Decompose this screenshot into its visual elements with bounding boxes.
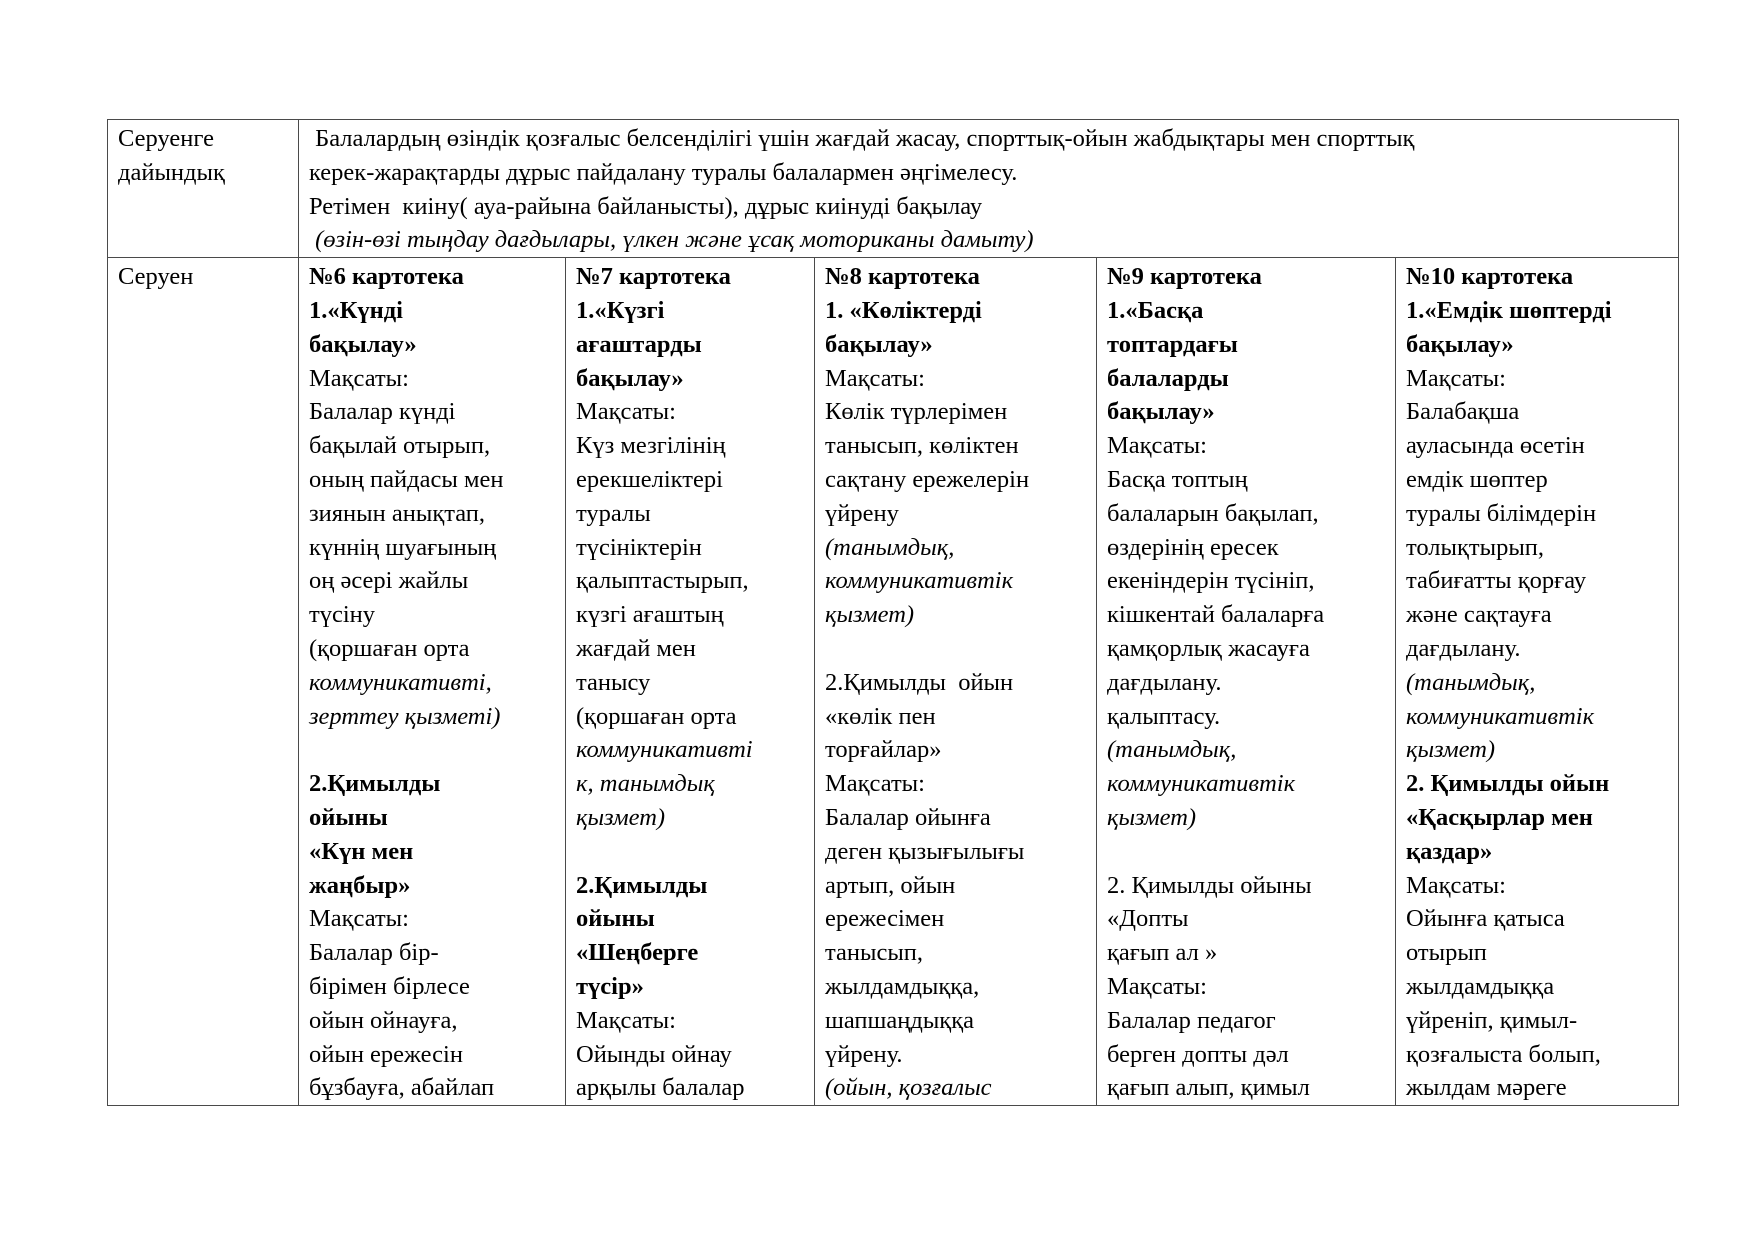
card-line: (танымдық, bbox=[1406, 668, 1536, 696]
card-line: Күз мезгілінің bbox=[576, 432, 726, 460]
card-line: түсініктерін bbox=[576, 533, 702, 561]
card-line: күзгі ағаштың bbox=[576, 601, 724, 629]
card-line: емдік шөптер bbox=[1406, 465, 1548, 493]
card-line: үйрену bbox=[825, 499, 899, 527]
table-row-walk bbox=[108, 258, 1679, 1106]
card-line: ойыны bbox=[309, 803, 388, 831]
card-line: қызмет) bbox=[576, 803, 666, 831]
card-line: зиянын анықтап, bbox=[309, 499, 486, 527]
card-line: дағдылану. bbox=[1406, 634, 1521, 662]
card-line: Балалар ойынға bbox=[825, 803, 991, 831]
card-line: кішкентай балаларға bbox=[1107, 601, 1325, 629]
prep-italic-line: (өзін-өзі тыңдау дағдылары, үлкен және ұсақ моториканы дамыту) bbox=[309, 226, 1034, 254]
card-line: қамқорлық жасауға bbox=[1107, 634, 1310, 662]
card-line: қалыптасу. bbox=[1107, 702, 1221, 730]
card-line: Балалар педагог bbox=[1107, 1006, 1276, 1034]
prep-label-cell bbox=[108, 120, 299, 258]
card-line: балаларды bbox=[1107, 364, 1229, 392]
card-heading: №10 картотека bbox=[1406, 263, 1574, 291]
card-line: танысу bbox=[576, 668, 651, 696]
card-cell-6 bbox=[299, 258, 566, 1106]
card-line: 1. «Көліктерді bbox=[825, 296, 982, 324]
card-line: Мақсаты: bbox=[825, 364, 925, 392]
card-line: ағаштарды bbox=[576, 330, 702, 358]
card-line: ауласында өсетін bbox=[1406, 432, 1585, 460]
card-line: деген қызығылығы bbox=[825, 837, 1025, 865]
card-line: ережесімен bbox=[825, 905, 945, 933]
card-heading: №7 картотека bbox=[576, 263, 731, 291]
card-line: 2.Қимылды ойын bbox=[825, 668, 1014, 696]
card-line: Мақсаты: bbox=[309, 905, 409, 933]
card-line: бұзбауға, абайлап bbox=[309, 1074, 495, 1102]
prep-line-3: Ретімен киіну( ауа-райына байланысты), дұрыс киінуді бақылау bbox=[309, 192, 983, 220]
card-cell-9 bbox=[1097, 258, 1396, 1106]
card-line: «Допты bbox=[1107, 905, 1189, 933]
card-cell-8 bbox=[815, 258, 1097, 1106]
card-line: берген допты дәл bbox=[1107, 1040, 1289, 1068]
card-line: дағдылану. bbox=[1107, 668, 1222, 696]
card-line: Мақсаты: bbox=[576, 398, 676, 426]
card-cell-10 bbox=[1396, 258, 1679, 1106]
schedule-table bbox=[107, 119, 1679, 1106]
prep-label-line-1: Серуенге bbox=[118, 125, 214, 152]
card-line: бақылау» bbox=[309, 330, 417, 358]
card-gap bbox=[1107, 835, 1387, 869]
card-line: Балалар бір- bbox=[309, 939, 439, 967]
card-line: қызмет) bbox=[1107, 803, 1197, 831]
card-line: өздерінің ересек bbox=[1107, 533, 1279, 561]
card-line: қозғалыста болып, bbox=[1406, 1040, 1601, 1068]
card-line: бірімен бірлесе bbox=[309, 972, 470, 1000]
card-line: Мақсаты: bbox=[576, 1006, 676, 1034]
card-cell-7 bbox=[566, 258, 815, 1106]
card-line: коммуникативтік bbox=[1107, 770, 1296, 798]
card-line: туралы білімдерін bbox=[1406, 499, 1597, 527]
card-line: ойын ойнауға, bbox=[309, 1006, 458, 1034]
card-line: оң әсері жайлы bbox=[309, 567, 469, 595]
card-line: артып, ойын bbox=[825, 871, 956, 899]
card-line: толықтырып, bbox=[1406, 533, 1545, 561]
card-line: (танымдық, bbox=[825, 533, 955, 561]
card-line: Ойынға қатыса bbox=[1406, 905, 1565, 933]
card-line: «Қасқырлар мен bbox=[1406, 803, 1593, 831]
card-line: 1.«Күнді bbox=[309, 296, 403, 324]
card-line: 1.«Басқа bbox=[1107, 296, 1204, 324]
card-line: түсір» bbox=[576, 972, 644, 1000]
card-heading: №6 картотека bbox=[309, 263, 464, 291]
card-line: жылдам мәреге bbox=[1406, 1074, 1567, 1102]
card-line: (танымдық, bbox=[1107, 736, 1237, 764]
card-line: 1.«Емдік шөптерді bbox=[1406, 296, 1612, 324]
card-line: танысып, bbox=[825, 939, 924, 967]
card-line: қызмет) bbox=[1406, 736, 1496, 764]
card-line: жылдамдыққа bbox=[1406, 972, 1555, 1000]
card-line: жағдай мен bbox=[576, 634, 696, 662]
walk-label: Серуен bbox=[118, 263, 194, 291]
card-gap bbox=[309, 733, 557, 767]
card-line: Басқа топтың bbox=[1107, 465, 1248, 493]
card-line: «Күн мен bbox=[309, 837, 414, 865]
card-line: 2.Қимылды bbox=[309, 770, 441, 798]
card-line: отырып bbox=[1406, 939, 1487, 967]
prep-label-line-2: дайындық bbox=[118, 158, 225, 186]
card-line: бақылау» bbox=[825, 330, 933, 358]
card-line: сақтану ережелерін bbox=[825, 465, 1030, 493]
card-line: балаларын бақылап, bbox=[1107, 499, 1319, 527]
card-line: екеніндерін түсініп, bbox=[1107, 567, 1315, 595]
card-line: Мақсаты: bbox=[309, 364, 409, 392]
card-line: коммуникативті, bbox=[309, 668, 492, 696]
card-line: қағып алып, қимыл bbox=[1107, 1074, 1310, 1102]
card-line: ойын ережесін bbox=[309, 1040, 463, 1068]
card-line: қаздар» bbox=[1406, 837, 1493, 865]
card-line: Мақсаты: bbox=[825, 770, 925, 798]
card-line: қағып ал » bbox=[1107, 939, 1218, 967]
card-heading: №9 картотека bbox=[1107, 263, 1262, 291]
card-line: және сақтауға bbox=[1406, 601, 1552, 629]
card-line: «көлік пен bbox=[825, 702, 936, 730]
card-line: табиғатты қорғау bbox=[1406, 567, 1587, 595]
card-line: Мақсаты: bbox=[1107, 432, 1207, 460]
card-line: (қоршаған орта bbox=[309, 634, 470, 662]
card-line: Балалар күнді bbox=[309, 398, 456, 426]
card-line: к, танымдық bbox=[576, 770, 715, 798]
card-line: топтардағы bbox=[1107, 330, 1238, 358]
walk-label-cell bbox=[108, 258, 299, 1106]
card-line: (қоршаған орта bbox=[576, 702, 737, 730]
card-line: күннің шуағының bbox=[309, 533, 497, 561]
card-line: шапшаңдыққа bbox=[825, 1006, 974, 1034]
card-line: ерекшеліктері bbox=[576, 465, 723, 493]
card-line: арқылы балалар bbox=[576, 1074, 745, 1102]
card-heading: №8 картотека bbox=[825, 263, 980, 291]
card-line: Мақсаты: bbox=[1107, 972, 1207, 1000]
card-line: 1.«Күзгі bbox=[576, 296, 665, 324]
card-line: коммуникативтік bbox=[825, 567, 1014, 595]
card-line: бақылау» bbox=[576, 364, 684, 392]
card-line: 2. Қимылды ойын bbox=[1406, 770, 1610, 798]
card-line: Мақсаты: bbox=[1406, 364, 1506, 392]
card-line: 2. Қимылды ойыны bbox=[1107, 871, 1312, 899]
card-line: оның пайдасы мен bbox=[309, 465, 504, 493]
card-line: «Шеңберге bbox=[576, 939, 699, 967]
card-line: торғайлар» bbox=[825, 736, 942, 764]
prep-line-2: керек-жарақтарды дұрыс пайдалану туралы балалармен әңгімелесу. bbox=[309, 158, 1018, 186]
card-line: қалыптастырып, bbox=[576, 567, 749, 595]
card-line: үйрену. bbox=[825, 1040, 903, 1068]
card-line: жылдамдыққа, bbox=[825, 972, 980, 1000]
table-row-prep bbox=[108, 120, 1679, 258]
card-line: бақылау» bbox=[1406, 330, 1514, 358]
card-gap bbox=[825, 632, 1088, 666]
card-line: коммуникативті bbox=[576, 736, 753, 764]
card-line: Ойынды ойнау bbox=[576, 1040, 732, 1068]
card-line: ойыны bbox=[576, 905, 655, 933]
card-gap bbox=[576, 835, 806, 869]
card-line: түсіну bbox=[309, 601, 375, 629]
card-line: танысып, көліктен bbox=[825, 432, 1019, 460]
card-line: (ойын, қозғалыс bbox=[825, 1074, 992, 1102]
card-line: жаңбыр» bbox=[309, 871, 411, 899]
card-line: Мақсаты: bbox=[1406, 871, 1506, 899]
card-line: Балабақша bbox=[1406, 398, 1520, 426]
card-line: бақылай отырып, bbox=[309, 432, 491, 460]
prep-line-1: Балалардың өзіндік қозғалыс белсенділігі үшін жағдай жасау, спорттық-ойын жабдықтары мен спорттық bbox=[309, 125, 1415, 152]
card-line: зерттеу қызметі) bbox=[309, 702, 501, 730]
card-line: қызмет) bbox=[825, 601, 915, 629]
card-line: Көлік түрлерімен bbox=[825, 398, 1008, 426]
card-line: үйреніп, қимыл- bbox=[1406, 1006, 1578, 1034]
card-line: бақылау» bbox=[1107, 398, 1215, 426]
card-line: туралы bbox=[576, 499, 651, 527]
card-line: коммуникативтік bbox=[1406, 702, 1595, 730]
card-line: 2.Қимылды bbox=[576, 871, 708, 899]
prep-content-cell bbox=[299, 120, 1679, 258]
